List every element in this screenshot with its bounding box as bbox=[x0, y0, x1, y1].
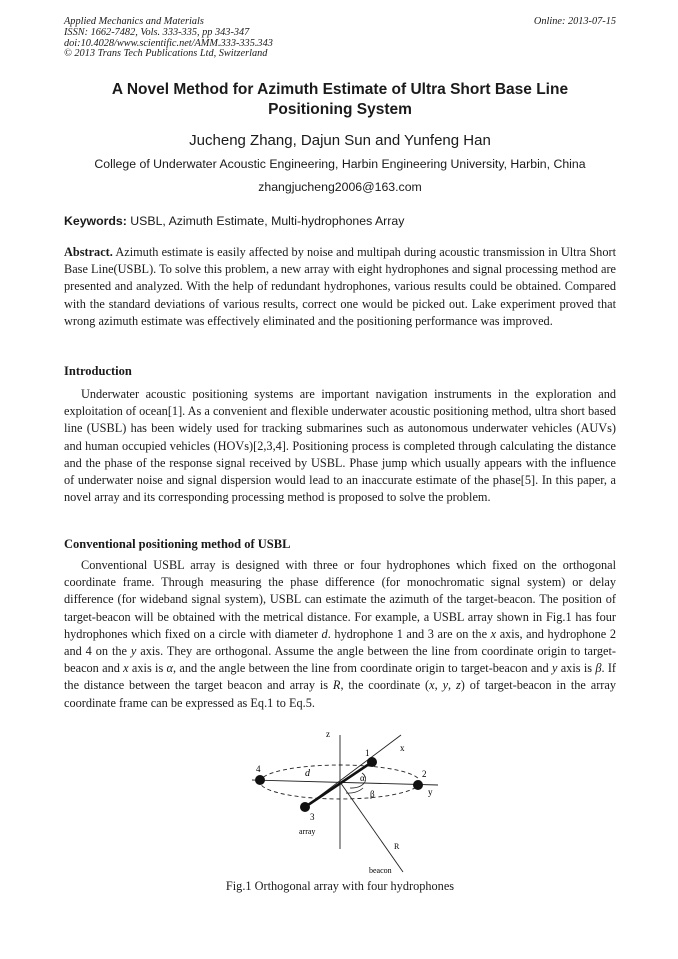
text-run: . If the distance between the target beacon and array is bbox=[64, 661, 617, 693]
conventional-text bbox=[64, 557, 616, 712]
issn-line: ISSN: 1662-7482, Vols. 333-335, pp 343-347 bbox=[64, 26, 250, 38]
affiliation: College of Underwater Acoustic Engineering, Harbin Engineering University, Harbin, China bbox=[94, 157, 586, 171]
var-y: y bbox=[130, 644, 137, 659]
hydrophone-1 bbox=[367, 757, 377, 767]
text-run: ) of target-beacon in the array coordinate frame can be expressed as Eq.1 to Eq.5. bbox=[64, 678, 616, 710]
keywords-label: Keywords: bbox=[64, 214, 127, 228]
journal-header bbox=[64, 17, 616, 60]
label-beacon: beacon bbox=[369, 866, 392, 875]
array-diagram bbox=[238, 727, 448, 877]
introduction-heading: Introduction bbox=[64, 364, 132, 378]
title-line-1: A Novel Method for Azimuth Estimate of Ultra Short Base Line bbox=[111, 81, 569, 98]
abstract-text: Azimuth estimate is easily affected by noise and multipah during acoustic transmission in Ultra Short Base Line(USBL). To solve this problem, a new array with eight hydrophones and signal processing method are presented and analyzed. With the help of redundant hydrophones, various results could be obtained. Compared with the standard deviations of various results, correct one would be picked out. Lake experiment proved that wrong azimuth estimate was effectively eliminated and the positioning performance was improved. bbox=[64, 245, 616, 328]
label-y: y bbox=[428, 787, 433, 797]
text-run: Conventional USBL array is designed with three or four hydrophones which fixed on the orthogonal coordinate frame. Through measuring the phase difference (for monochromatic signal system) or delay difference (for wideband signal system), USBL can estimate the azimuth of the target-beacon. The position of target-beacon will be obtained with the metrical distance. For example, a USBL array shown in Fig.1 has four hydrophones which fixed on a circle with diameter bbox=[64, 558, 616, 641]
text-run: axis. They are orthogonal. Assume the angle between the line from coordinate origin to target-beacon and bbox=[64, 644, 616, 676]
title-line-2: Positioning System bbox=[268, 101, 412, 118]
var-beta: β bbox=[595, 661, 602, 676]
hydrophone-4 bbox=[255, 775, 265, 785]
var-d: d bbox=[321, 626, 328, 641]
text-run: , and the angle between the line from coordinate origin to target-beacon and bbox=[173, 661, 552, 676]
hydrophone-baseline-1-3 bbox=[305, 762, 372, 807]
text-run: , bbox=[448, 678, 456, 693]
figure-1 bbox=[238, 727, 448, 877]
authors: Jucheng Zhang, Dajun Sun and Yunfeng Han bbox=[189, 132, 491, 149]
author-email: zhangjucheng2006@163.com bbox=[258, 180, 422, 194]
var-r: R bbox=[332, 678, 341, 693]
var-x: x bbox=[490, 626, 497, 641]
hydrophone-3 bbox=[300, 802, 310, 812]
figure-caption: Fig.1 Orthogonal array with four hydrophones bbox=[225, 879, 455, 893]
abstract-label: Abstract. bbox=[64, 245, 113, 259]
text-run: , the coordinate ( bbox=[340, 678, 430, 693]
doi-line: doi:10.4028/www.scientific.net/AMM.333-335.343 bbox=[64, 37, 273, 49]
label-beta: β bbox=[370, 789, 375, 799]
abstract bbox=[64, 244, 616, 330]
label-d: d bbox=[305, 768, 310, 779]
var-alpha: α bbox=[166, 661, 174, 676]
text-run: axis is bbox=[557, 661, 596, 676]
var-y: y bbox=[551, 661, 558, 676]
label-array: array bbox=[299, 827, 316, 836]
label-alpha: α bbox=[360, 773, 365, 783]
conventional-heading: Conventional positioning method of USBL bbox=[64, 537, 291, 551]
beta-arc bbox=[346, 788, 363, 793]
label-hydrophone-1: 1 bbox=[365, 748, 370, 758]
label-hydrophone-3: 3 bbox=[310, 812, 315, 822]
text-run: . hydrophone 1 and 3 are on the bbox=[327, 626, 491, 641]
label-r: R bbox=[394, 842, 400, 851]
label-hydrophone-2: 2 bbox=[422, 769, 427, 779]
online-date: Online: 2013-07-15 bbox=[533, 16, 616, 27]
keywords-text: USBL, Azimuth Estimate, Multi-hydrophones Array bbox=[130, 214, 405, 228]
text-run: , bbox=[434, 678, 443, 693]
text-run: axis is bbox=[128, 661, 167, 676]
keywords bbox=[64, 214, 616, 228]
label-x: x bbox=[400, 743, 405, 753]
hydrophone-2 bbox=[413, 780, 423, 790]
var-x: x bbox=[123, 661, 129, 676]
label-hydrophone-4: 4 bbox=[256, 764, 261, 774]
copyright-line: © 2013 Trans Tech Publications Ltd, Switzerland bbox=[64, 48, 268, 60]
introduction-text: Underwater acoustic positioning systems are important navigation instruments in the exploration and exploitation of ocean[1]. As a convenient and flexible underwater acoustic positioning method, ultra short based line (USBL) has been widely used for tracking submarines such as autonomous underwater vehicles (AUVs) and human occupied vehicles (HOVs)[2,3,4]. Positioning process is completed through calculating the distance and the phase of the response signal received by USBL. Phase jump which usually appears with the influence of underwater noise and signal dispersion would lead to an inaccurate estimate of the phase[5]. In this paper, a novel array and its corresponding processing method is proposed to solve the problem. bbox=[64, 387, 616, 505]
var-y: y bbox=[442, 678, 449, 693]
var-z: z bbox=[455, 678, 461, 693]
label-z: z bbox=[326, 729, 330, 739]
journal-name: Applied Mechanics and Materials bbox=[64, 16, 204, 27]
paper-title bbox=[64, 80, 616, 120]
text-run: axis, and hydrophone 2 and 4 on the bbox=[64, 626, 617, 659]
var-x: x bbox=[429, 678, 435, 693]
